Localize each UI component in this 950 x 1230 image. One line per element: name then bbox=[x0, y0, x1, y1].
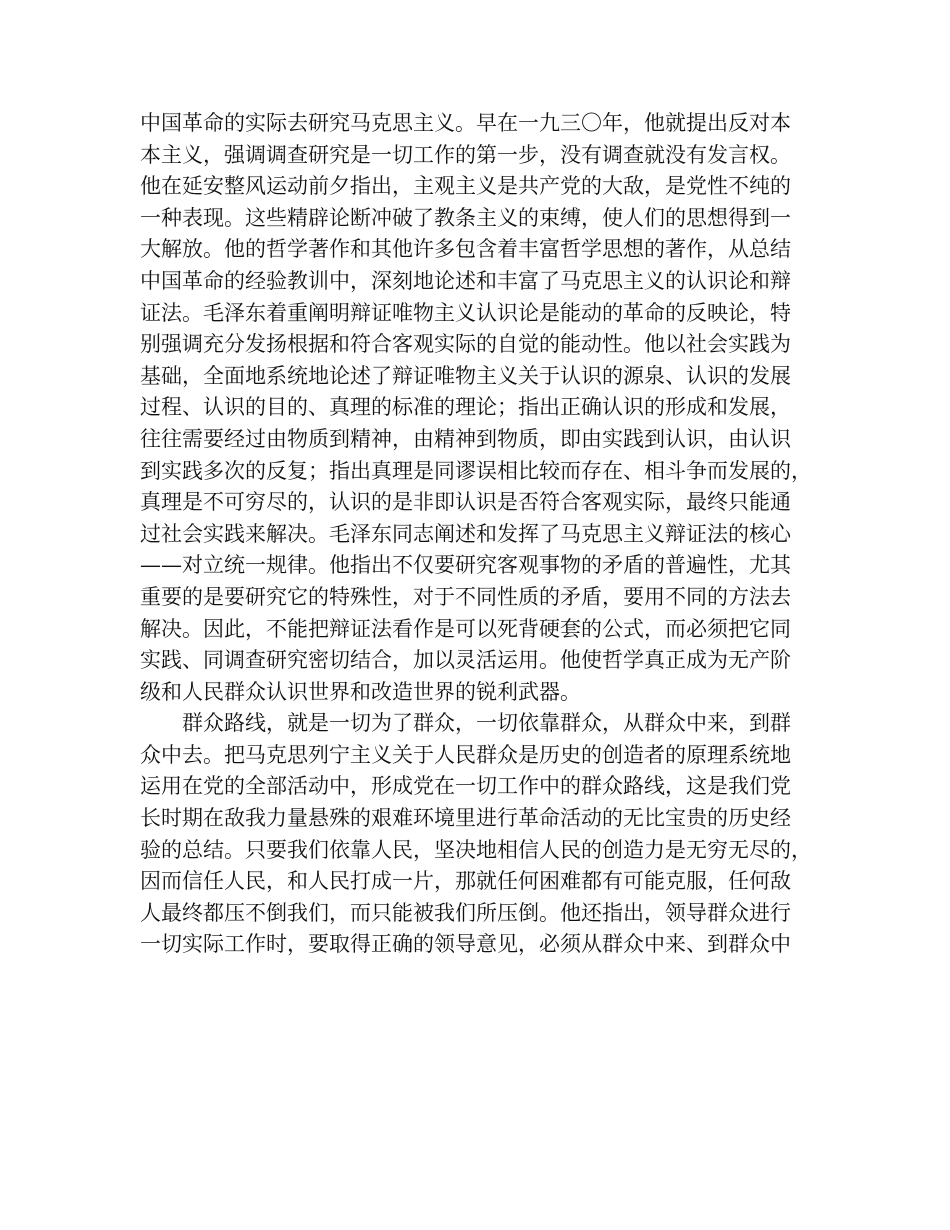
text-line: 中国革命的经验教训中，深刻地论述和丰富了马克思主义的认识论和辩 bbox=[140, 268, 791, 293]
text-line: 真理是不可穷尽的，认识的是非即认识是否符合客观实际，最终只能通 bbox=[140, 490, 791, 515]
text-line: 重要的是要研究它的特殊性，对于不同性质的矛盾，要用不同的方法去 bbox=[140, 584, 791, 609]
text-line: 证法。毛泽东着重阐明辩证唯物主义认识论是能动的革命的反映论，特 bbox=[140, 300, 791, 325]
text-line: 大解放。他的哲学著作和其他许多包含着丰富哲学思想的著作，从总结 bbox=[140, 237, 791, 262]
text-line: 别强调充分发扬根据和符合客观实际的自觉的能动性。他以社会实践为 bbox=[140, 332, 791, 357]
text-line: 验的总结。只要我们依靠人民，坚决地相信人民的创造力是无穷无尽的， bbox=[140, 837, 812, 862]
text-line: 一种表现。这些精辟论断冲破了教条主义的束缚，使人们的思想得到一 bbox=[140, 205, 791, 230]
text-line: 众中去。把马克思列宁主义关于人民群众是历史的创造者的原理系统地 bbox=[140, 742, 791, 767]
text-line: 往往需要经过由物质到精神，由精神到物质，即由实践到认识，由认识 bbox=[140, 426, 791, 451]
text-line: 过社会实践来解决。毛泽东同志阐述和发挥了马克思主义辩证法的核心 bbox=[140, 521, 791, 546]
text-line: 解决。因此，不能把辩证法看作是可以死背硬套的公式，而必须把它同 bbox=[140, 616, 791, 641]
text-line: 一切实际工作时，要取得正确的领导意见，必须从群众中来、到群众中 bbox=[140, 932, 791, 957]
text-line: 人最终都压不倒我们，而只能被我们所压倒。他还指出，领导群众进行 bbox=[140, 900, 791, 925]
text-line: 级和人民群众认识世界和改造世界的锐利武器。 bbox=[140, 679, 581, 704]
text-line: 基础，全面地系统地论述了辩证唯物主义关于认识的源泉、认识的发展 bbox=[140, 363, 791, 388]
paragraph-first-line: 群众路线，就是一切为了群众，一切依靠群众，从群众中来，到群 bbox=[182, 711, 791, 736]
text-line: 本主义，强调调查研究是一切工作的第一步，没有调查就没有发言权。 bbox=[140, 142, 791, 167]
text-line: 因而信任人民，和人民打成一片，那就任何困难都有可能克服，任何敌 bbox=[140, 869, 791, 894]
text-line: ——对立统一规律。他指出不仅要研究客观事物的矛盾的普遍性，尤其 bbox=[140, 553, 791, 578]
text-line: 中国革命的实际去研究马克思主义。早在一九三〇年，他就提出反对本 bbox=[140, 111, 791, 135]
text-line: 他在延安整风运动前夕指出，主观主义是共产党的大敌，是党性不纯的 bbox=[140, 174, 791, 199]
text-line: 实践、同调查研究密切结合，加以灵活运用。他使哲学真正成为无产阶 bbox=[140, 648, 791, 673]
text-line: 运用在党的全部活动中，形成党在一切工作中的群众路线，这是我们党 bbox=[140, 774, 791, 799]
text-line: 到实践多次的反复；指出真理是同谬误相比较而存在、相斗争而发展的， bbox=[140, 458, 812, 483]
body-text bbox=[140, 108, 830, 961]
text-line: 过程、认识的目的、真理的标准的理论；指出正确认识的形成和发展， bbox=[140, 395, 791, 420]
text-line: 长时期在敌我力量悬殊的艰难环境里进行革命活动的无比宝贵的历史经 bbox=[140, 806, 791, 831]
